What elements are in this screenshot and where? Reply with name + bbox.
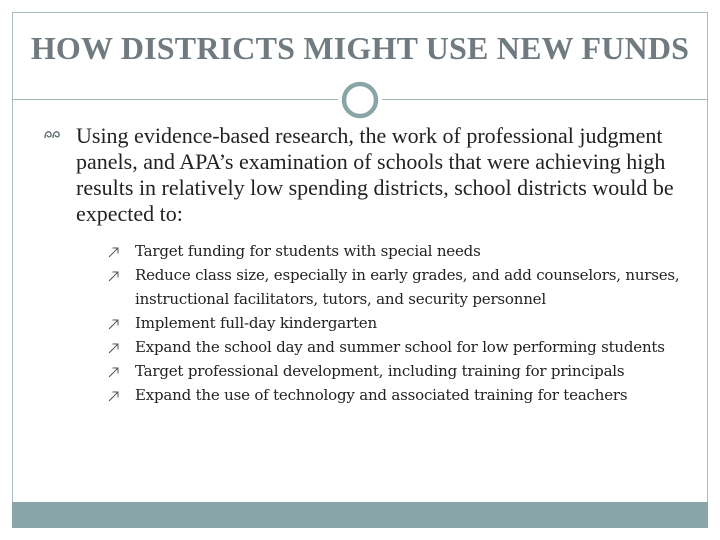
list-item [108,335,688,359]
list-item-text: Target professional development, including training for principals [135,362,625,380]
list-item-text: Reduce class size, especially in early grades, and add counselors, nurses, instructional facilitators, tutors, and security personnel [135,266,680,308]
arrow-icon [108,318,120,330]
list-item-text: Expand the use of technology and associated training for teachers [135,386,628,404]
ring-icon [340,80,380,120]
list-item [108,311,688,335]
arrow-icon [108,366,120,378]
sub-point-list [108,239,688,407]
main-point-text: Using evidence-based research, the work of professional judgment panels, and APA’s examination of schools that were achieving high results in relatively low spending districts, school districts would be expected to: [76,123,674,226]
title-divider-right [382,99,708,100]
arrow-icon [108,390,120,402]
list-item-text: Implement full-day kindergarten [135,314,377,332]
decorative-swirl-icon [44,127,62,141]
list-item [108,239,688,263]
arrow-icon [108,246,120,258]
list-item [108,263,688,311]
list-item [108,359,688,383]
arrow-icon [108,270,120,282]
footer-accent-bar [12,502,708,528]
arrow-icon [108,342,120,354]
slide-title: HOW DISTRICTS MIGHT USE NEW FUNDS [30,30,690,66]
list-item [108,383,688,407]
title-divider-left [12,99,338,100]
list-item-text: Expand the school day and summer school for low performing students [135,338,665,356]
list-item-text: Target funding for students with special needs [135,242,481,260]
